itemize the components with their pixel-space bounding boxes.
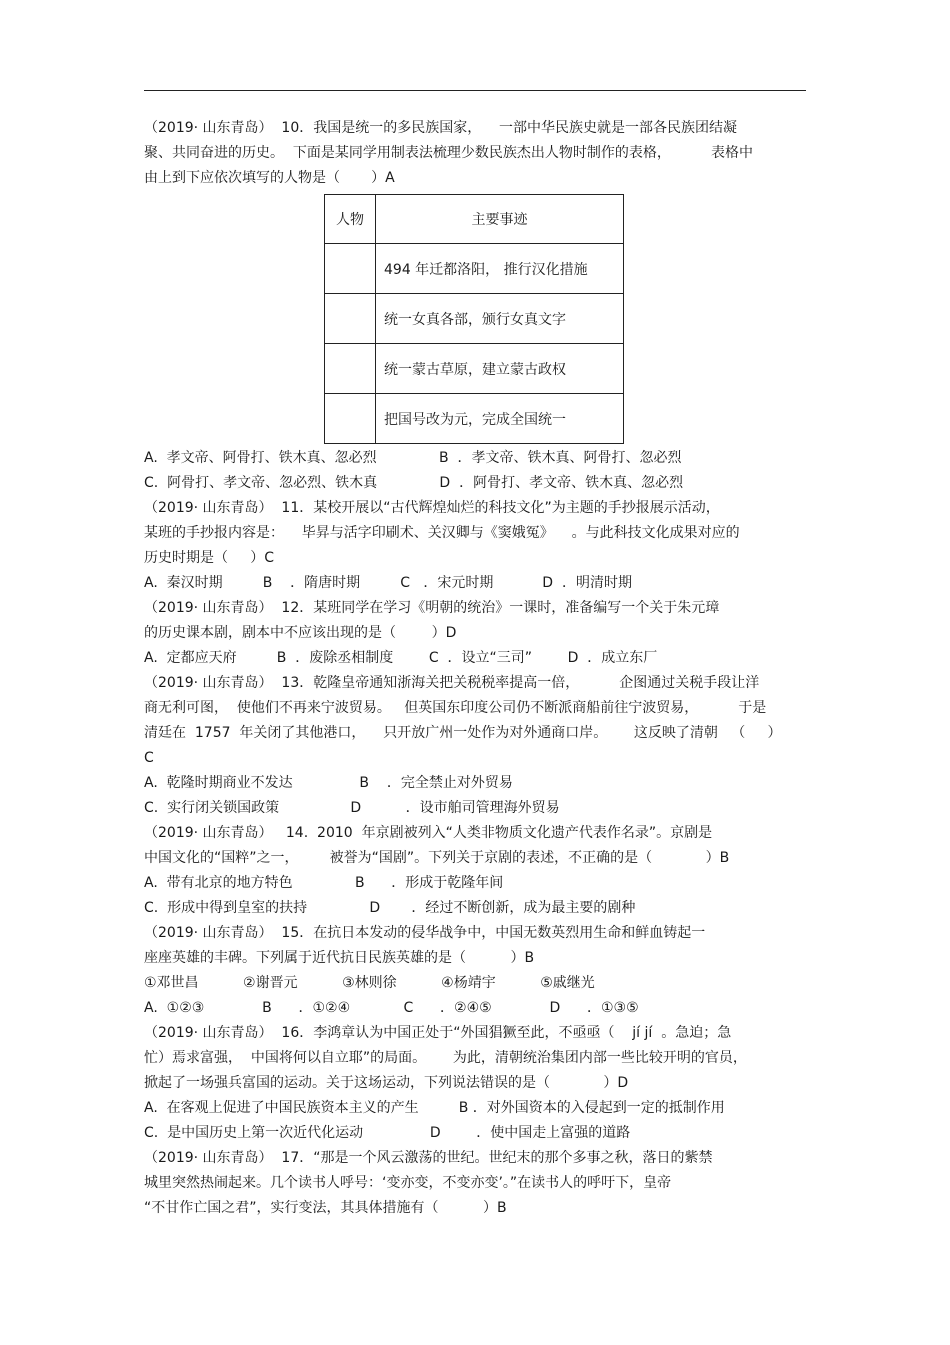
text-line: 城里突然热闹起来。几个读书人呼号：‘变亦变，不变亦变’。”在读书人的呼吁下，皇帝 — [144, 1175, 672, 1191]
q10-line-2: 聚、共同奋进的历史。 下面是某同学用制表法梳理少数民族杰出人物时制作的表格， 表格中 — [144, 145, 753, 161]
text-line: C. 形成中得到皇室的扶持 D ．经过不断创新，成为最主要的剧种 — [144, 900, 636, 916]
text-line: （2019· 山东青岛） 13．乾隆皇帝通知浙海关把关税税率提高一倍， 企图通过关税手段让洋 — [144, 675, 760, 691]
text-line: ①邓世昌 ②谢晋元 ③林则徐 ④杨靖宇 ⑤戚继光 — [144, 975, 595, 991]
table-row — [325, 394, 624, 444]
text-line: （2019· 山东青岛） 15．在抗日本发动的侵华战争中，中国无数英烈用生命和鲜血铸起一 — [144, 925, 706, 941]
table-header-person: 人物 — [325, 195, 376, 244]
table-cell-person — [325, 244, 376, 294]
q10-options-ab: A. 孝文帝、阿骨打、铁木真、忽必烈 B ．孝文帝、铁木真、阿骨打、忽必烈 — [144, 450, 682, 466]
table-cell-person — [325, 394, 376, 444]
q10-line-1: （2019· 山东青岛） 10．我国是统一的多民族国家， 一部中华民族史就是一部各民族团结凝 — [144, 120, 738, 136]
text-line: A. 带有北京的地方特色 B ．形成于乾隆年间 — [144, 875, 504, 891]
table-cell-deed: 统一女真各部，颁行女真文字 — [376, 294, 624, 344]
header-rule — [144, 90, 806, 91]
text-line: A. ①②③ B ．①②④ C ．②④⑤ D ．①③⑤ — [144, 1000, 639, 1016]
text-line: A. 乾隆时期商业不发达 B ．完全禁止对外贸易 — [144, 775, 513, 791]
text-line: （2019· 山东青岛） 17．“那是一个风云激荡的世纪。世纪末的那个多事之秋，落日的紫禁 — [144, 1150, 713, 1166]
text-line: A. 定都应天府 B ．废除丞相制度 C ．设立“三司” D ．成立东厂 — [144, 650, 658, 666]
text-line: （2019· 山东青岛） 11．某校开展以“古代辉煌灿烂的科技文化”为主题的手抄报展示活动， — [144, 500, 720, 516]
q10-options-cd: C. 阿骨打、孝文帝、忽必烈、铁木真 D ．阿骨打、孝文帝、铁木真、忽必烈 — [144, 475, 684, 491]
text-line: “不甘作亡国之君”，实行变法，其具体措施有（ ）B — [144, 1200, 507, 1216]
text-line: （2019· 山东青岛） 14. 2010 年京剧被列入“人类非物质文化遗产代表作名录”。京剧是 — [144, 825, 713, 841]
text-line: 中国文化的“国粹”之一， 被誉为“国剧”。下列关于京剧的表述，不正确的是（ ）B — [144, 850, 730, 866]
text-line: 掀起了一场强兵富国的运动。关于这场运动，下列说法错误的是（ ）D — [144, 1075, 629, 1091]
table-header-row — [325, 195, 624, 244]
table-cell-person — [325, 344, 376, 394]
text-line: C. 实行闭关锁国政策 D ．设市舶司管理海外贸易 — [144, 800, 560, 816]
table-row — [325, 344, 624, 394]
table-row — [325, 244, 624, 294]
text-line: C — [144, 750, 154, 766]
table-cell-person — [325, 294, 376, 344]
text-line: （2019· 山东青岛） 12．某班同学在学习《明朝的统治》一课时，准备编写一个关于朱元璋 — [144, 600, 720, 616]
table-cell-deed: 把国号改为元，完成全国统一 — [376, 394, 624, 444]
text-line: 清廷在 1757 年关闭了其他港口， 只开放广州一处作为对外通商口岸。 这反映了清朝 （ ） — [144, 725, 782, 741]
text-line: 商无利可图， 使他们不再来宁波贸易。 但英国东印度公司仍不断派商船前往宁波贸易， 于是 — [144, 700, 767, 716]
q10-line-3: 由上到下应依次填写的人物是（ ）A — [144, 170, 395, 186]
table-cell-deed: 494 年迁都洛阳， 推行汉化措施 — [376, 244, 624, 294]
text-line: 历史时期是（ ）C — [144, 550, 275, 566]
text-line: 座座英雄的丰碑。下列属于近代抗日民族英雄的是（ ）B — [144, 950, 535, 966]
text-line: 忙）焉求富强， 中国将何以自立耶”的局面。 为此，清朝统治集团内部一些比较开明的官员， — [144, 1050, 747, 1066]
table-cell-deed: 统一蒙古草原，建立蒙古政权 — [376, 344, 624, 394]
text-line: （2019· 山东青岛） 16．李鸿章认为中国正处于“外国猖獗至此，不亟亟（ jí jí 。急迫；急 — [144, 1025, 732, 1041]
text-line: 的历史课本剧，剧本中不应该出现的是（ ）D — [144, 625, 457, 641]
text-line: 某班的手抄报内容是： 毕昇与活字印刷术、关汉卿与《窦娥冤》 。与此科技文化成果对应的 — [144, 525, 740, 541]
text-line: A. 在客观上促进了中国民族资本主义的产生 B ．对外国资本的入侵起到一定的抵制作用 — [144, 1100, 725, 1116]
text-line: C. 是中国历史上第一次近代化运动 D ．使中国走上富强的道路 — [144, 1125, 631, 1141]
table-row — [325, 294, 624, 344]
figures-table — [324, 194, 624, 444]
text-line: A. 秦汉时期 B ．隋唐时期 C ．宋元时期 D ．明清时期 — [144, 575, 632, 591]
table-header-deed: 主要事迹 — [376, 195, 624, 244]
